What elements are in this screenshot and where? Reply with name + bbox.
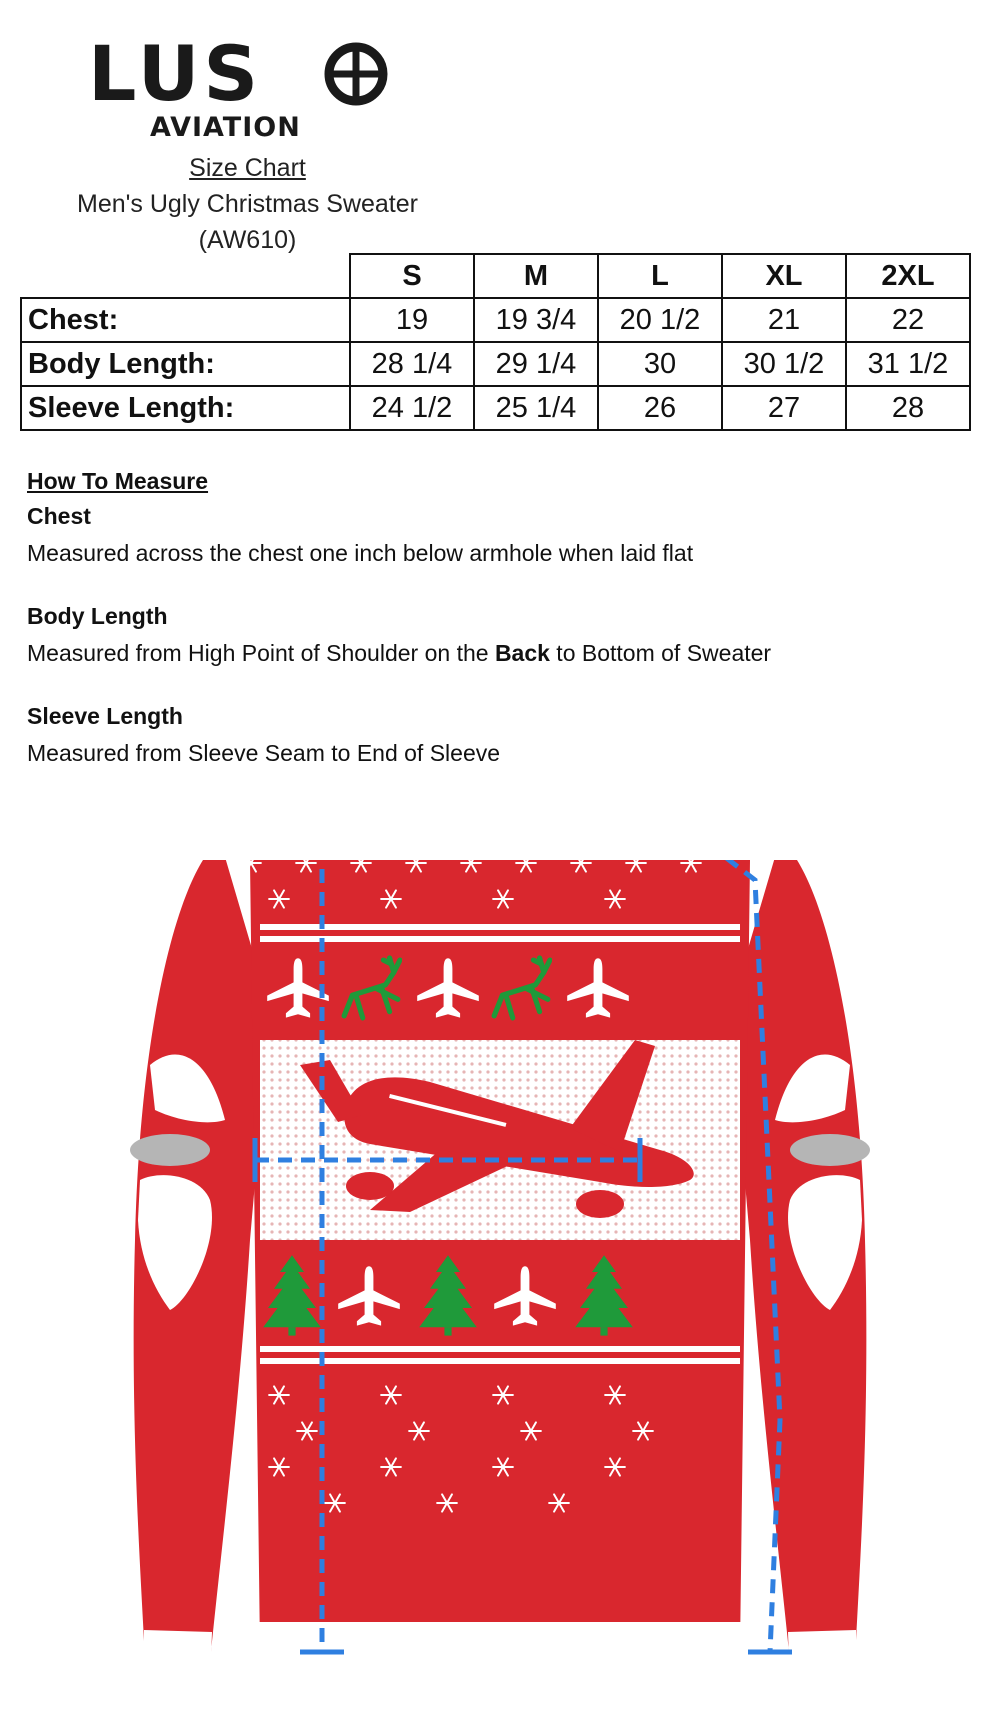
table-cell: 22 xyxy=(846,298,970,342)
table-cell: 24 1/2 xyxy=(350,386,474,430)
product-name: Men's Ugly Christmas Sweater xyxy=(77,190,418,218)
howto-heading: How To Measure xyxy=(27,468,209,494)
table-cell: 21 xyxy=(722,298,846,342)
table-corner xyxy=(21,254,350,298)
how-to-measure xyxy=(27,468,977,803)
table-cell: 30 xyxy=(598,342,722,386)
row-label: Sleeve Length: xyxy=(21,386,350,430)
body-desc-part: Measured from High Point of Shoulder on the xyxy=(27,640,495,666)
table-cell: 29 1/4 xyxy=(474,342,598,386)
chest-title: Chest xyxy=(27,503,91,529)
table-row xyxy=(21,298,970,342)
table-cell: 28 1/4 xyxy=(350,342,474,386)
size-table xyxy=(20,253,971,431)
table-cell: 25 1/4 xyxy=(474,386,598,430)
sleeve-length-title: Sleeve Length xyxy=(27,703,183,729)
table-row xyxy=(21,386,970,430)
brand-logo xyxy=(88,29,408,143)
size-header: XL xyxy=(722,254,846,298)
size-header: S xyxy=(350,254,474,298)
size-header-row xyxy=(21,254,970,298)
size-header: 2XL xyxy=(846,254,970,298)
table-cell: 26 xyxy=(598,386,722,430)
size-header: L xyxy=(598,254,722,298)
body-length-desc xyxy=(27,640,977,667)
table-cell: 19 xyxy=(350,298,474,342)
title-block xyxy=(50,150,445,258)
chart-title: Size Chart xyxy=(189,154,306,182)
row-label: Body Length: xyxy=(21,342,350,386)
table-cell: 31 1/2 xyxy=(846,342,970,386)
size-header: M xyxy=(474,254,598,298)
table-cell: 27 xyxy=(722,386,846,430)
globe-icon xyxy=(324,42,388,106)
body-desc-bold: Back xyxy=(494,640,550,666)
sweater-illustration xyxy=(100,860,900,1706)
body-length-title: Body Length xyxy=(27,603,168,629)
table-row xyxy=(21,342,970,386)
brand-sub: AVIATION xyxy=(150,112,301,143)
table-cell: 28 xyxy=(846,386,970,430)
row-label: Chest: xyxy=(21,298,350,342)
body-desc-part: to Bottom of Sweater xyxy=(549,640,772,666)
sleeve-length-desc: Measured from Sleeve Seam to End of Sleeve xyxy=(27,740,501,766)
chest-desc: Measured across the chest one inch below armhole when laid flat xyxy=(27,540,694,566)
table-cell: 30 1/2 xyxy=(722,342,846,386)
table-cell: 19 3/4 xyxy=(474,298,598,342)
brand-name: LUS xyxy=(88,29,263,118)
table-cell: 20 1/2 xyxy=(598,298,722,342)
product-code: (AW610) xyxy=(198,226,297,254)
